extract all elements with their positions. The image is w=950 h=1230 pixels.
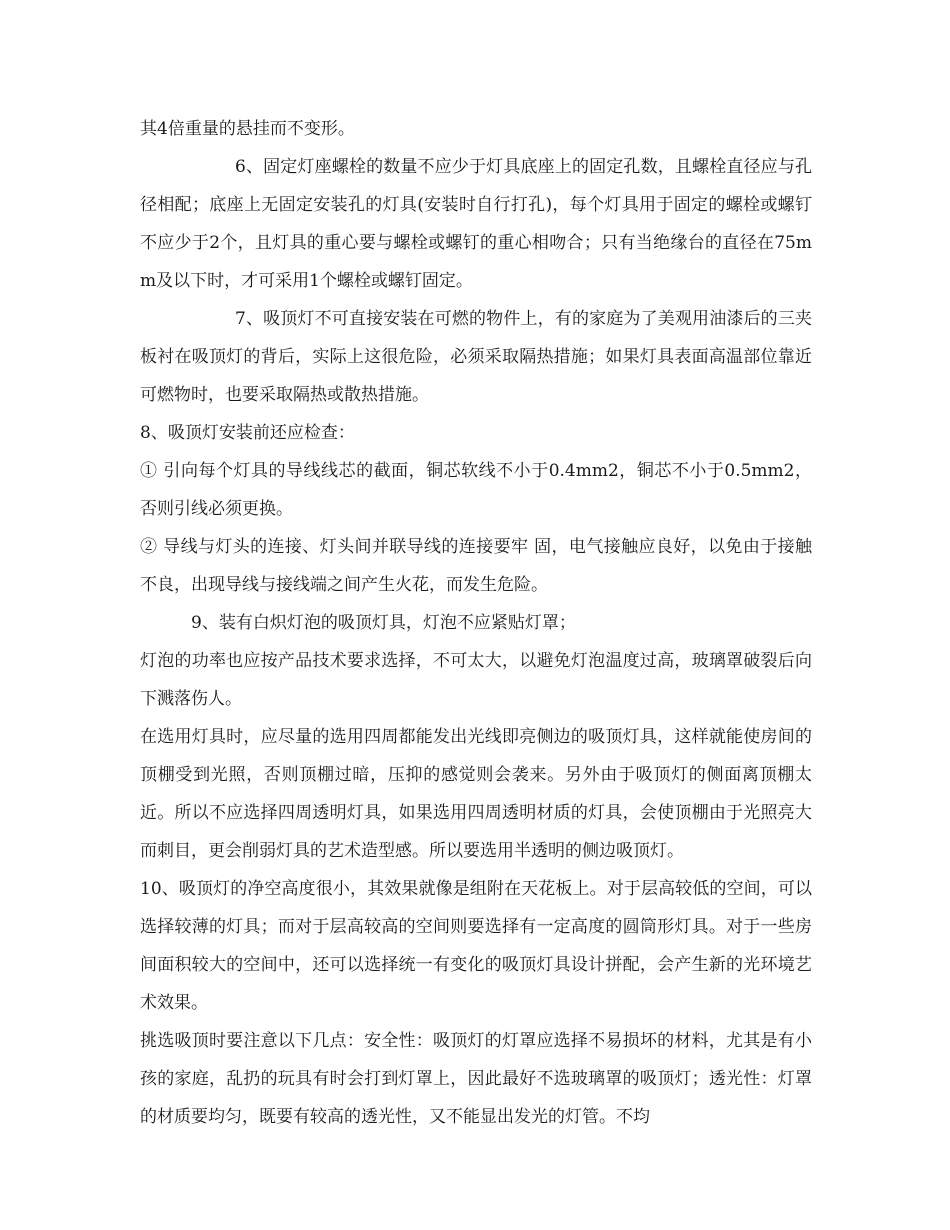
paragraph-selection-tips: 挑选吸顶时要注意以下几点：安全性：吸顶灯的灯罩应选择不易损坏的材料，尤其是有小孩的家庭，乱扔的玩具有时会打到灯罩上，因此最好不选玻璃罩的吸顶灯；透光性：灯罩的材质要均匀，既要有较高的透光性，又不能显出发光的灯管。不均 [140, 1031, 812, 1127]
paragraph-item-10: 10、吸顶灯的净空高度很小，其效果就像是组附在天花板上。对于层高较低的空间，可以选择较薄的灯具；而对于层高较高的空间则要选择有一定高度的圆筒形灯具。对于一些房间面积较大的空间中，还可以选择统一有变化的吸顶灯具设计拼配，会产生新的光环境艺术效果。 [140, 879, 812, 1013]
paragraph-item-8: 8、吸顶灯安装前还应检查： [140, 423, 355, 443]
paragraph-item-7: 7、吸顶灯不可直接安装在可燃的物件上，有的家庭为了美观用油漆后的三夹板衬在吸顶灯的背后，实际上这很危险，必须采取隔热措施；如果灯具表面高温部位靠近可燃物时，也要采取隔热或散热措施。 [140, 309, 812, 405]
document-body [140, 110, 812, 1136]
paragraph-continuation: 其4倍重量的悬挂而不变形。 [140, 119, 355, 139]
paragraph-lamp-selection: 在选用灯具时，应尽量的选用四周都能发出光线即亮侧边的吸顶灯具，这样就能使房间的顶棚受到光照，否则顶棚过暗，压抑的感觉则会袭来。另外由于吸顶灯的侧面离顶棚太近。所以不应选择四周透明灯具，如果选用四周透明材质的灯具，会使顶棚由于光照亮大而刺目，更会削弱灯具的艺术造型感。所以要选用半透明的侧边吸顶灯。 [140, 727, 812, 861]
paragraph-subitem-1: ① 引向每个灯具的导线线芯的截面，铜芯软线不小于0.4mm2，铜芯不小于0.5mm2，否则引线必须更换。 [140, 461, 812, 519]
paragraph-item-9: 9、装有白炽灯泡的吸顶灯具，灯泡不应紧贴灯罩； [191, 613, 576, 633]
paragraph-bulb-power: 灯泡的功率也应按产品技术要求选择，不可太大，以避免灯泡温度过高，玻璃罩破裂后向下溅落伤人。 [140, 651, 812, 709]
paragraph-subitem-2: ② 导线与灯头的连接、灯头间并联导线的连接要牢 固，电气接触应良好，以免由于接触不良，出现导线与接线端之间产生火花，而发生危险。 [140, 537, 812, 595]
paragraph-item-6: 6、固定灯座螺栓的数量不应少于灯具底座上的固定孔数，且螺栓直径应与孔径相配；底座上无固定安装孔的灯具(安装时自行打孔)，每个灯具用于固定的螺栓或螺钉不应少于2个，且灯具的重心要与螺栓或螺钉的重心相吻合；只有当绝缘台的直径在75mm及以下时，才可采用1个螺栓或螺钉固定。 [140, 157, 812, 291]
